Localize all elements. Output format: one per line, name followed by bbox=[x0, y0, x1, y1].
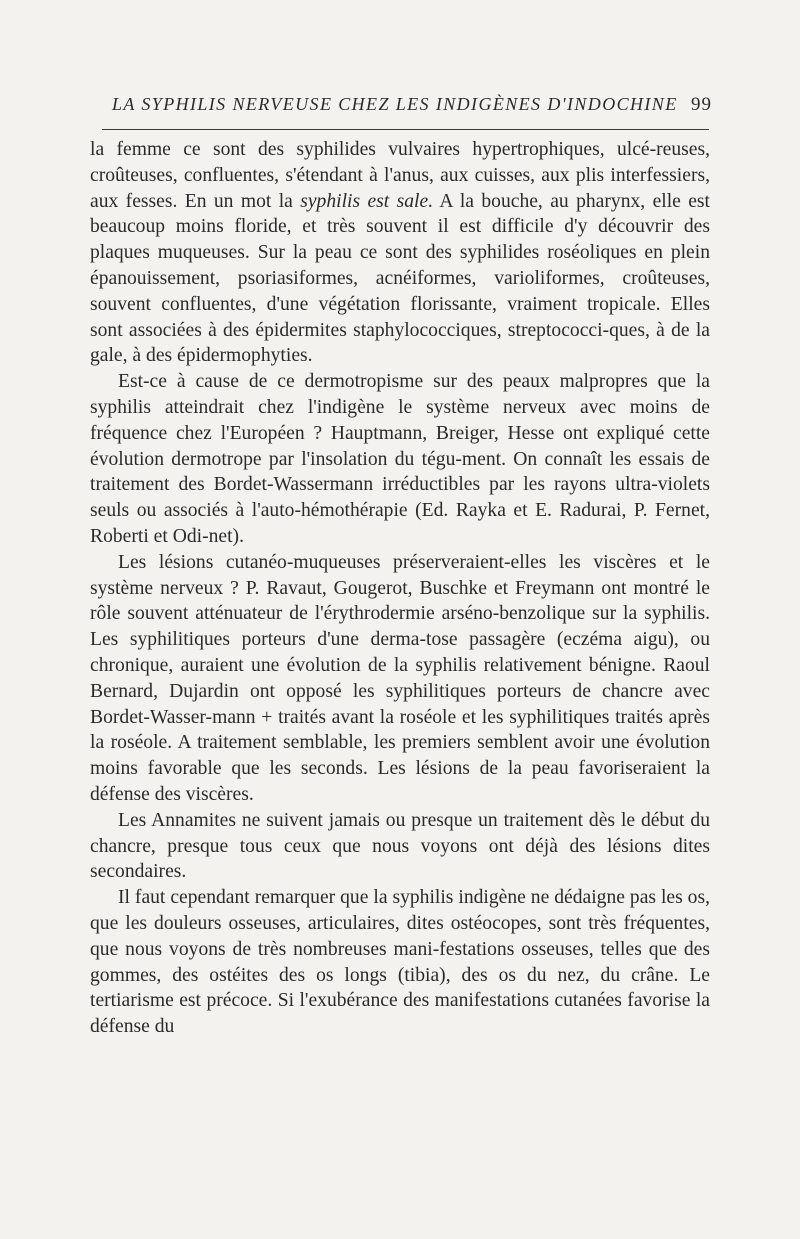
body-text bbox=[90, 137, 710, 1040]
paragraph-1-emphasis: syphilis est sale. bbox=[300, 190, 434, 212]
running-header-title: LA SYPHILIS NERVEUSE CHEZ LES INDIGÈNES D'INDOCHINE bbox=[112, 94, 678, 114]
paragraph-2: Est-ce à cause de ce dermotropisme sur des peaux malpropres que la syphilis atteindrait chez l'indigène le système nerveux avec moins de fréquence chez l'Européen ? Hauptmann, Breiger, Hesse ont expliqué cette évolution dermotrope par l'insolation du tégu-ment. On connaît les essais de traitement des Bordet-Wassermann irréductibles par les rayons ultra-violets seuls ou associés à l'auto-hémothérapie (Ed. Rayka et E. Radurai, P. Fernet, Roberti et Odi-net). bbox=[90, 371, 710, 547]
running-header bbox=[92, 90, 712, 120]
paragraph-4: Les Annamites ne suivent jamais ou presque un traitement dès le début du chancre, presque tous ceux que nous voyons ont déjà des lésions dites secondaires. bbox=[90, 809, 710, 883]
paragraph-3: Les lésions cutanéo-muqueuses préserveraient-elles les viscères et le système nerveux ? P. Ravaut, Gougerot, Buschke et Freymann ont montré le rôle souvent atténuateur de l'érythrodermie arséno-benzolique sur la syphilis. Les syphilitiques porteurs d'une derma-tose passagère (eczéma aigu), ou chronique, auraient une évolution de la syphilis relativement bénigne. Raoul Bernard, Dujardin ont opposé les syphilitiques porteurs de chancre avec Bordet-Wasser-mann + traités avant la roséole et les syphilitiques traités après la roséole. A traitement semblable, les premiers semblent avoir une évolution moins favorable que les seconds. Les lésions de la peau favoriseraient la défense des viscères. bbox=[90, 551, 710, 805]
paragraph-1-text-a: la femme ce sont des syphilides vulvaires hypertrophiques, ulcé-reuses, croûteuses, confluentes, s'étendant à l'anus, aux cuisses, aux plis interfessiers, aux fesses. En un mot la bbox=[90, 139, 710, 212]
paragraph-1-text-b: A la bouche, au pharynx, elle est beaucoup moins floride, et très souvent il est difficile d'y découvrir des plaques muqueuses. Sur la peau ce sont des syphilides roséoliques en plein épanouissement, psoriasiformes, acnéiformes, varioliformes, croûteuses, souvent confluentes, d'une végétation florissante, vraiment tropicale. Elles sont associées à des épidermites staphylococciques, streptococci-ques, à de la gale, à des épidermophyties. bbox=[90, 190, 710, 367]
header-rule bbox=[102, 129, 709, 130]
paragraph-1 bbox=[90, 137, 710, 369]
paragraph-5: Il faut cependant remarquer que la syphilis indigène ne dédaigne pas les os, que les douleurs osseuses, articulaires, dites ostéocopes, sont très fréquentes, que nous voyons de très nombreuses mani-festations osseuses, telles que des gommes, des ostéites des os longs (tibia), des os du nez, du crâne. Le tertiarisme est précoce. Si l'exubérance des manifestations cutanées favorise la défense du bbox=[90, 887, 710, 1038]
page-number: 99 bbox=[691, 94, 712, 115]
